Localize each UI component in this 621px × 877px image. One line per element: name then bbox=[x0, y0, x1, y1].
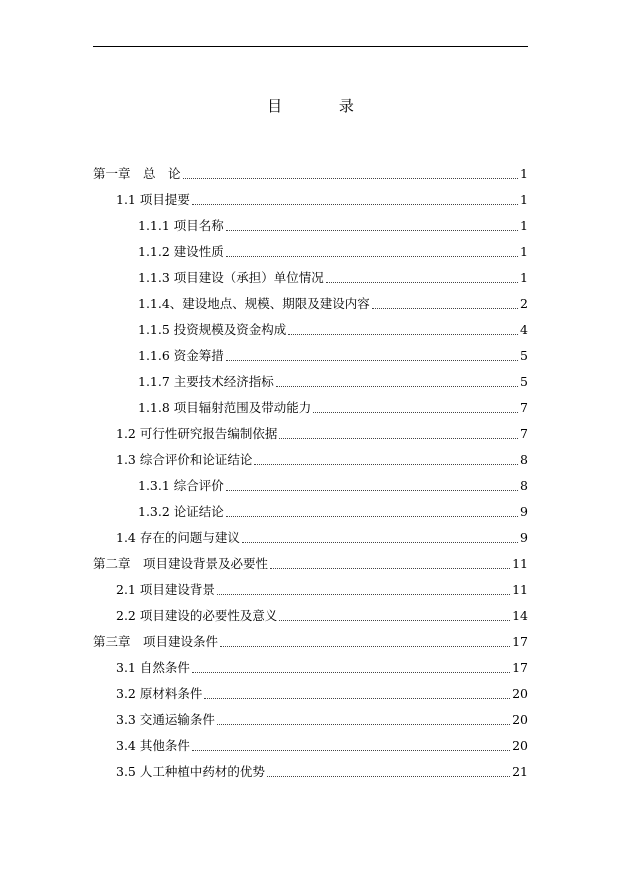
toc-title: 目 录 bbox=[267, 97, 380, 115]
toc-entry-text: 1.1.6 资金筹措 bbox=[138, 348, 224, 363]
toc-entry-text: 1.1.1 项目名称 bbox=[138, 218, 224, 233]
toc-entry[interactable] bbox=[0, 367, 621, 393]
toc-entry[interactable] bbox=[0, 419, 621, 445]
toc-page-number: 5 bbox=[520, 374, 528, 389]
toc-page-number: 20 bbox=[512, 738, 528, 753]
toc-entry-text: 3.2 原材料条件 bbox=[116, 686, 203, 701]
toc-entry-text: 2.2 项目建设的必要性及意义 bbox=[116, 608, 278, 623]
dot-leader bbox=[279, 620, 510, 621]
dot-leader bbox=[226, 490, 518, 491]
dot-leader bbox=[217, 724, 510, 725]
toc-entry[interactable] bbox=[0, 601, 621, 627]
toc-entry[interactable] bbox=[0, 653, 621, 679]
dot-leader bbox=[267, 776, 510, 777]
toc-entry-text: 1.2 可行性研究报告编制依据 bbox=[116, 426, 278, 441]
toc-page-number: 11 bbox=[512, 582, 528, 597]
dot-leader bbox=[220, 646, 510, 647]
toc-page-number: 5 bbox=[520, 348, 528, 363]
toc-entry[interactable] bbox=[0, 523, 621, 549]
toc-entry[interactable] bbox=[0, 315, 621, 341]
toc-entry-text: 1.1.8 项目辐射范围及带动能力 bbox=[138, 400, 312, 415]
toc-page-number: 1 bbox=[520, 270, 528, 285]
toc-entry-text: 1.1.3 项目建设（承担）单位情况 bbox=[138, 270, 324, 285]
toc-entry[interactable] bbox=[0, 341, 621, 367]
toc-entry[interactable] bbox=[0, 549, 621, 575]
dot-leader bbox=[183, 178, 519, 179]
toc-entry-text: 1.1.5 投资规模及资金构成 bbox=[138, 322, 287, 337]
toc-page-number: 20 bbox=[512, 686, 528, 701]
dot-leader bbox=[254, 464, 518, 465]
dot-leader bbox=[192, 204, 518, 205]
dot-leader bbox=[226, 256, 518, 257]
toc-page-number: 1 bbox=[520, 166, 528, 181]
toc-entry[interactable] bbox=[0, 679, 621, 705]
dot-leader bbox=[204, 698, 510, 699]
toc-page-number: 2 bbox=[520, 296, 528, 311]
toc-entry-text: 第一章 总 论 bbox=[93, 166, 181, 181]
toc-page-number: 8 bbox=[520, 478, 528, 493]
dot-leader bbox=[276, 386, 518, 387]
toc-entry[interactable] bbox=[0, 211, 621, 237]
toc-entry-text: 1.3.1 综合评价 bbox=[138, 478, 224, 493]
toc-entry-text: 2.1 项目建设背景 bbox=[116, 582, 215, 597]
dot-leader bbox=[226, 230, 518, 231]
header-rule bbox=[93, 46, 528, 47]
toc-entry-text: 1.1 项目提要 bbox=[116, 192, 190, 207]
toc-entry-text: 1.1.4、建设地点、规模、期限及建设内容 bbox=[138, 296, 370, 311]
toc-entry[interactable] bbox=[0, 497, 621, 523]
dot-leader bbox=[372, 308, 518, 309]
toc-page-number: 1 bbox=[520, 192, 528, 207]
toc-entry-text: 第二章 项目建设背景及必要性 bbox=[93, 556, 269, 571]
dot-leader bbox=[313, 412, 518, 413]
toc-entry[interactable] bbox=[0, 393, 621, 419]
toc-entry[interactable] bbox=[0, 263, 621, 289]
toc-entry[interactable] bbox=[0, 575, 621, 601]
dot-leader bbox=[326, 282, 518, 283]
toc-entry-text: 3.5 人工种植中药材的优势 bbox=[116, 764, 265, 779]
toc-entry-text: 第三章 项目建设条件 bbox=[93, 634, 219, 649]
toc-entry-text: 3.1 自然条件 bbox=[116, 660, 190, 675]
toc-entry[interactable] bbox=[0, 757, 621, 783]
toc-page-number: 4 bbox=[520, 322, 528, 337]
toc-page-number: 11 bbox=[512, 556, 528, 571]
dot-leader bbox=[226, 360, 518, 361]
toc-page-number: 14 bbox=[512, 608, 528, 623]
toc-entry[interactable] bbox=[0, 185, 621, 211]
toc-entry[interactable] bbox=[0, 471, 621, 497]
toc-entry[interactable] bbox=[0, 289, 621, 315]
toc-entry-text: 1.1.7 主要技术经济指标 bbox=[138, 374, 274, 389]
toc-page-number: 21 bbox=[512, 764, 528, 779]
toc-entry-text: 1.4 存在的问题与建议 bbox=[116, 530, 240, 545]
dot-leader bbox=[270, 568, 510, 569]
dot-leader bbox=[242, 542, 518, 543]
toc-entry[interactable] bbox=[0, 627, 621, 653]
toc-entry-text: 1.3 综合评价和论证结论 bbox=[116, 452, 253, 467]
toc-page-number: 1 bbox=[520, 244, 528, 259]
toc-page-number: 1 bbox=[520, 218, 528, 233]
toc-page-number: 7 bbox=[520, 426, 528, 441]
dot-leader bbox=[226, 516, 518, 517]
toc-entry[interactable] bbox=[0, 731, 621, 757]
toc-entry-text: 1.1.2 建设性质 bbox=[138, 244, 224, 259]
toc-entry[interactable] bbox=[0, 237, 621, 263]
toc-entry-text: 3.4 其他条件 bbox=[116, 738, 190, 753]
table-of-contents bbox=[0, 159, 621, 783]
dot-leader bbox=[288, 334, 518, 335]
toc-entry[interactable] bbox=[0, 159, 621, 185]
dot-leader bbox=[192, 750, 510, 751]
toc-entry[interactable] bbox=[0, 705, 621, 731]
toc-page-number: 17 bbox=[512, 634, 528, 649]
dot-leader bbox=[217, 594, 510, 595]
toc-entry[interactable] bbox=[0, 445, 621, 471]
toc-page-number: 9 bbox=[520, 504, 528, 519]
toc-entry-text: 1.3.2 论证结论 bbox=[138, 504, 224, 519]
toc-page-number: 8 bbox=[520, 452, 528, 467]
toc-page-number: 7 bbox=[520, 400, 528, 415]
toc-entry-text: 3.3 交通运输条件 bbox=[116, 712, 215, 727]
toc-page-number: 9 bbox=[520, 530, 528, 545]
dot-leader bbox=[279, 438, 518, 439]
toc-page-number: 20 bbox=[512, 712, 528, 727]
toc-page-number: 17 bbox=[512, 660, 528, 675]
dot-leader bbox=[192, 672, 510, 673]
